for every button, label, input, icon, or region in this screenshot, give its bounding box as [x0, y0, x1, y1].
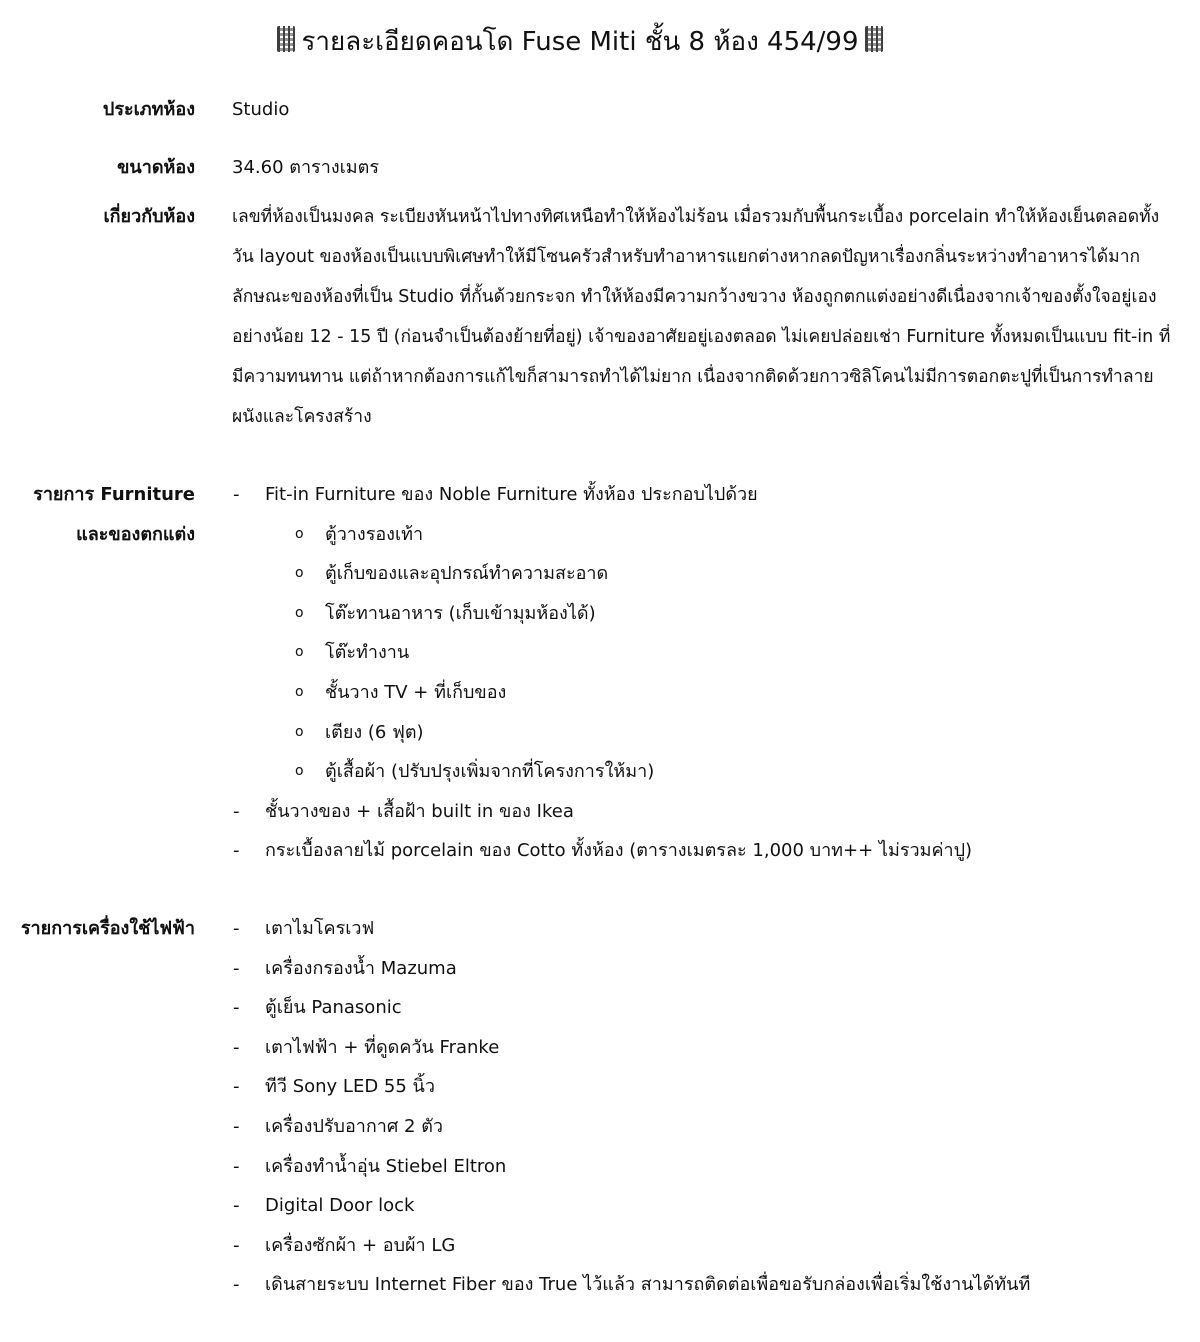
dash-bullet: -: [233, 1274, 240, 1296]
about-paragraph-2: ลักษณะของห้องที่เป็น Studio ที่กั้นด้วยกระจก ทำให้ห้องมีความกว้างขวาง ห้องถูกตกแต่งอย่างดีเนื่องจากเจ้าของตั้งใจอยู่เองอย่างน้อย 12 - 15 ปี (ก่อนจำเป็นต้องย้ายที่อยู่) เจ้าของอาศัยอยู่เองตลอด ไม่เคยปล่อยเช่า Furniture ทั้งหมดเป็นแบบ fit-in ที่มีความทนทาน แต่ถ้าหากต้องการแก้ไขก็สามารถทำได้ไม่ยาก เนื่องจากติดด้วยกาวซิลิโคนไม่มีการตอกตะปูที่เป็นการทำลายผนังและโครงสร้าง: [232, 287, 1171, 427]
list-item: [265, 633, 1182, 673]
about-paragraph-1: เลขที่ห้องเป็นมงคล ระเบียงหันหน้าไปทางทิศเหนือทำให้ห้องไม่ร้อน เมื่อรวมกับพื้นกระเบื้อง porcelain ทำให้ห้องเย็นตลอดทั้งวัน layout ของห้องเป็นแบบพิเศษทำให้มีโซนครัวสำหรับทำอาหารแยกต่างหากลดปัญหาเรื่องกลิ่นระหว่างทำอาหารได้มาก: [232, 207, 1160, 267]
list-item: [265, 713, 1182, 753]
circle-bullet: o: [295, 565, 304, 582]
dash-bullet: -: [233, 957, 240, 979]
list-item: [205, 792, 1182, 832]
list-item: [205, 1265, 1182, 1305]
circle-bullet: o: [295, 763, 304, 780]
appliance-item-text: เครื่องปรับอากาศ 2 ตัว: [265, 1115, 444, 1137]
list-item: [205, 1107, 1182, 1147]
list-item: [265, 673, 1182, 713]
list-item: [205, 1147, 1182, 1187]
appliances-label: รายการเครื่องใช้ไฟฟ้า: [20, 918, 195, 939]
furniture-item-text: Fit-in Furniture ของ Noble Furniture ทั้งห้อง ประกอบไปด้วย: [265, 484, 758, 505]
furniture-subitem-text: ชั้นวาง TV + ที่เก็บของ: [325, 681, 507, 703]
furniture-subitem-text: ตู้เก็บของและอุปกรณ์ทำความสะอาด: [325, 563, 609, 585]
circle-bullet: o: [295, 723, 304, 740]
list-item: [205, 1067, 1182, 1107]
appliance-item-text: เครื่องกรองน้ำ Mazuma: [265, 957, 457, 979]
furniture-subitem-text: โต๊ะทานอาหาร (เก็บเข้ามุมห้องได้): [325, 602, 596, 624]
list-item: [205, 831, 1182, 871]
page-title-text: รายละเอียดคอนโด Fuse Miti ชั้น 8 ห้อง 454/99: [301, 27, 859, 57]
appliance-item-text: เตาไฟฟ้า + ที่ดูดควัน Franke: [265, 1036, 500, 1058]
dash-bullet: -: [233, 800, 240, 822]
dash-bullet: -: [233, 1195, 240, 1217]
list-item: [265, 515, 1182, 555]
furniture-subitem-text: โต๊ะทำงาน: [325, 642, 410, 664]
list-item: [205, 1186, 1182, 1226]
furniture-item-text: ชั้นวางของ + เสื้อฝ้า built in ของ Ikea: [265, 800, 574, 822]
circle-bullet: o: [295, 644, 304, 661]
furniture-label-line-2: และของตกแต่ง: [76, 524, 195, 545]
about-value: [232, 197, 1172, 437]
room-type-value: Studio: [232, 99, 290, 120]
list-item: [265, 554, 1182, 594]
circle-bullet: o: [295, 683, 304, 700]
appliance-item-text: ตู้เย็น Panasonic: [265, 997, 402, 1019]
list-item: [205, 475, 1182, 792]
appliance-item-text: ทีวี Sony LED 55 นิ้ว: [265, 1076, 435, 1098]
list-item: [205, 1226, 1182, 1266]
appliance-item-text: Digital Door lock: [265, 1195, 415, 1217]
appliance-item-text: เตาไมโครเวฟ: [265, 918, 375, 939]
furniture-label: [0, 475, 195, 555]
office-building-icon: [865, 26, 883, 52]
room-size-value: 34.60 ตารางเมตร: [232, 157, 379, 178]
appliance-item-text: เดินสายระบบ Internet Fiber ของ True ไว้แล้ว สามารถติดต่อเพื่อขอรับกล่องเพื่อเริ่มใช้งานได้ทันที: [265, 1274, 1031, 1296]
dash-bullet: -: [233, 1155, 240, 1177]
furniture-list: [232, 475, 1182, 871]
dash-bullet: -: [233, 1036, 240, 1058]
circle-bullet: o: [295, 525, 304, 542]
dash-bullet: -: [233, 997, 240, 1019]
furniture-subitem-text: เตียง (6 ฟุต): [325, 721, 424, 743]
office-building-icon: [277, 26, 295, 52]
dash-bullet: -: [233, 484, 240, 505]
dash-bullet: -: [233, 1076, 240, 1098]
dash-bullet: -: [233, 1234, 240, 1256]
dash-bullet: -: [233, 840, 240, 862]
list-item: [205, 949, 1182, 989]
appliances-list: [232, 909, 1182, 1305]
list-item: [205, 988, 1182, 1028]
dash-bullet: -: [233, 1115, 240, 1137]
furniture-subitem-text: ตู้เสื้อผ้า (ปรับปรุงเพิ่มจากที่โครงการให้มา): [325, 761, 655, 783]
list-item: [205, 1028, 1182, 1068]
list-item: [265, 594, 1182, 634]
list-item: [205, 909, 1182, 949]
dash-bullet: -: [233, 918, 240, 939]
circle-bullet: o: [295, 604, 304, 621]
appliance-item-text: เครื่องทำน้ำอุ่น Stiebel Eltron: [265, 1155, 507, 1177]
room-size-label: ขนาดห้อง: [117, 157, 195, 178]
list-item: [265, 752, 1182, 792]
furniture-label-line-1: รายการ Furniture: [33, 484, 195, 505]
furniture-item-text: กระเบื้องลายไม้ porcelain ของ Cotto ทั้งห้อง (ตารางเมตรละ 1,000 บาท++ ไม่รวมค่าปู): [265, 840, 973, 862]
appliance-item-text: เครื่องซักผ้า + อบผ้า LG: [265, 1234, 456, 1256]
page-title: [0, 14, 1160, 70]
furniture-subitem-text: ตู้วางรองเท้า: [325, 523, 424, 545]
about-label: เกี่ยวกับห้อง: [103, 206, 195, 227]
room-type-label: ประเภทห้อง: [102, 99, 195, 120]
